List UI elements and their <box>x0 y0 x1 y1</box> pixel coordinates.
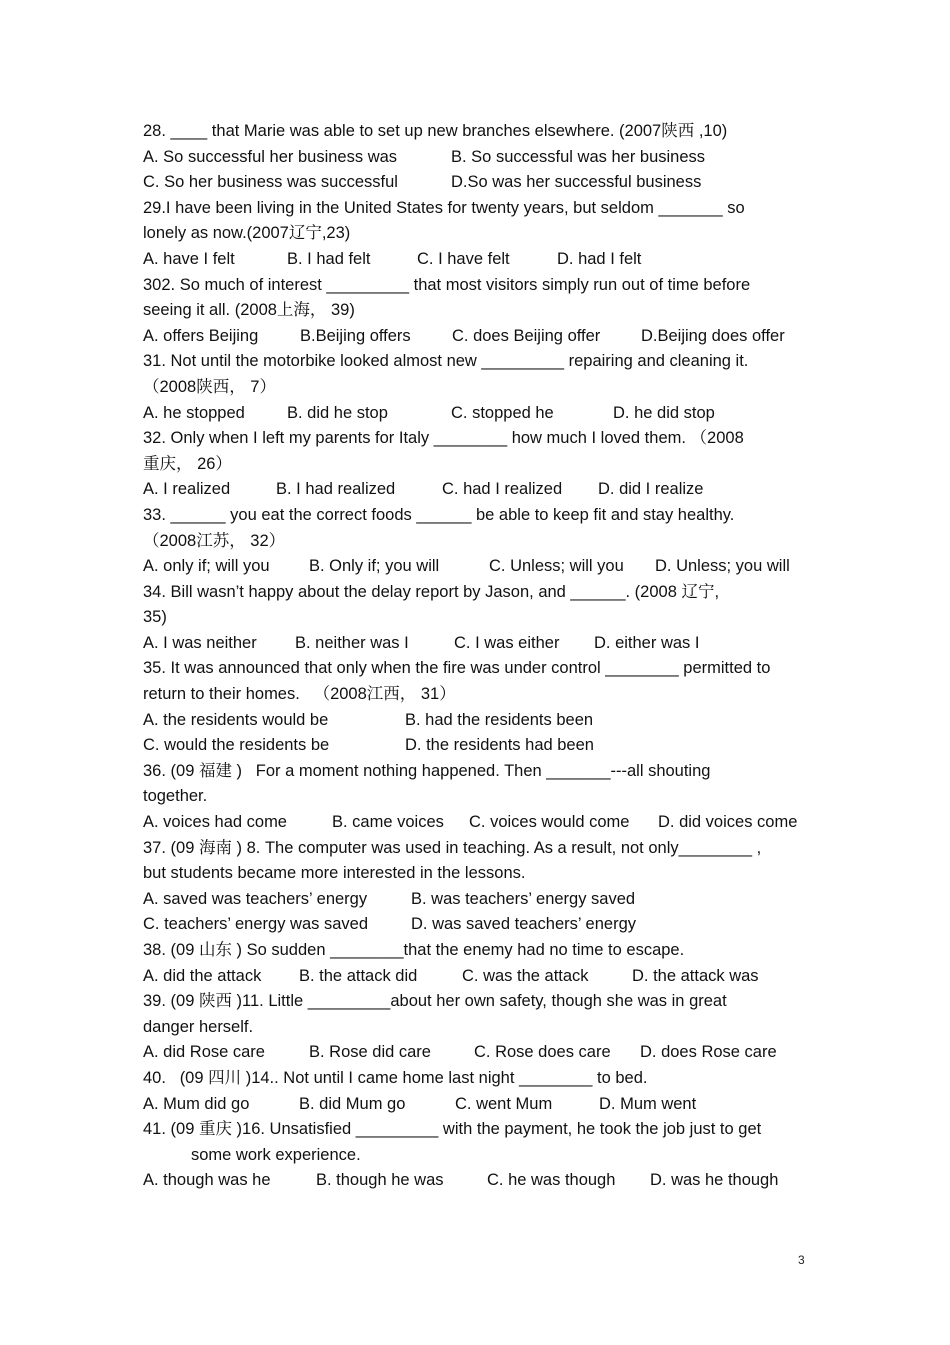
answer-option: B. Only if; you will <box>309 557 440 576</box>
answer-option: B. I had realized <box>276 480 396 499</box>
answer-option: B. neither was I <box>295 633 409 652</box>
answer-option: C. teachers’ energy was saved <box>143 915 368 934</box>
answer-option: A. I realized <box>143 480 231 499</box>
answer-options <box>143 324 833 350</box>
answer-option: C. does Beijing offer <box>452 326 601 345</box>
answer-option: B. was teachers’ energy saved <box>411 889 636 908</box>
answer-option: B.Beijing offers <box>300 326 411 345</box>
question-text: 38. (09 山东 ) So sudden ________that the enemy had no time to escape. <box>143 941 685 959</box>
question-text: return to their homes. （2008江西， 31） <box>143 685 456 704</box>
question-continuation: some work experience. <box>191 1145 361 1164</box>
answer-options <box>143 733 833 759</box>
answer-options <box>143 1040 833 1066</box>
answer-option: D. had I felt <box>557 249 642 268</box>
answer-option: B. had the residents been <box>405 710 594 729</box>
answer-option: A. offers Beijing <box>143 326 259 345</box>
question-text: 33. ______ you eat the correct foods ______ be able to keep fit and stay healthy. <box>143 505 735 524</box>
question-text: （2008江苏， 32） <box>143 531 286 550</box>
answer-options <box>143 631 833 657</box>
answer-option: D. Mum went <box>599 1094 697 1113</box>
question-text: 35) <box>143 608 167 627</box>
answer-option: A. have I felt <box>143 249 235 268</box>
answer-option: D. he did stop <box>613 403 715 422</box>
answer-option: A. Mum did go <box>143 1094 250 1113</box>
question-text: 重庆， 26） <box>143 454 232 473</box>
question-text: 37. (09 海南 ) 8. The computer was used in teaching. As a result, not only________ , <box>143 838 762 857</box>
answer-option: C. stopped he <box>451 403 554 422</box>
answer-option: A. I was neither <box>143 633 257 652</box>
answer-options <box>143 964 833 990</box>
answer-options <box>143 145 833 171</box>
answer-option: D. the attack was <box>632 966 759 985</box>
question-text: （2008陕西， 7） <box>143 377 276 396</box>
answer-option: A. the residents would be <box>143 710 329 729</box>
answer-option: D.Beijing does offer <box>641 326 785 345</box>
answer-options <box>143 1092 833 1118</box>
answer-option: A. So successful her business was <box>143 147 398 166</box>
page-number: 3 <box>798 1253 805 1267</box>
answer-option: D.So was her successful business <box>451 173 702 192</box>
question-text: seeing it all. (2008上海， 39) <box>143 301 355 320</box>
answer-option: B. the attack did <box>299 966 418 985</box>
answer-option: D. Unless; you will <box>655 557 790 576</box>
answer-options <box>143 810 833 836</box>
answer-options <box>143 887 833 913</box>
answer-option: C. Unless; will you <box>489 557 624 576</box>
answer-option: B. I had felt <box>287 249 371 268</box>
question-text: together. <box>143 787 208 806</box>
answer-options <box>143 1168 833 1194</box>
answer-options <box>143 170 833 196</box>
answer-option: C. he was though <box>487 1171 616 1190</box>
question-text: lonely as now.(2007辽宁,23) <box>143 224 351 243</box>
question-text: 36. (09 福建 ) For a moment nothing happened. Then _______---all shouting <box>143 761 711 780</box>
answer-option: B. did Mum go <box>299 1094 406 1113</box>
answer-option: D. did I realize <box>598 480 704 499</box>
answer-options <box>143 247 833 273</box>
answer-option: C. went Mum <box>455 1094 553 1113</box>
answer-option: B. did he stop <box>287 403 388 422</box>
question-text: 32. Only when I left my parents for Italy ________ how much I loved them. （2008 <box>143 429 744 448</box>
answer-option: C. would the residents be <box>143 736 330 755</box>
question-text: 28. ____ that Marie was able to set up new branches elsewhere. (2007陕西 ,10) <box>143 122 728 140</box>
question-text: danger herself. <box>143 1017 254 1036</box>
answer-option: A. did the attack <box>143 966 262 985</box>
answer-option: C. was the attack <box>462 966 589 985</box>
answer-option: A. voices had come <box>143 813 287 832</box>
answer-option: B. came voices <box>332 813 444 832</box>
answer-option: B. So successful was her business <box>451 147 706 166</box>
answer-option: A. saved was teachers’ energy <box>143 889 368 908</box>
answer-option: C. Rose does care <box>474 1043 611 1062</box>
answer-option: A. did Rose care <box>143 1043 265 1062</box>
question-text: 41. (09 重庆 )16. Unsatisfied _________ with the payment, he took the job just to get <box>143 1120 762 1139</box>
question-text: 34. Bill wasn’t happy about the delay report by Jason, and ______. (2008 辽宁, <box>143 582 720 601</box>
answer-option: D. either was I <box>594 633 700 652</box>
answer-option: C. So her business was successful <box>143 173 398 192</box>
answer-options <box>143 477 833 503</box>
answer-options <box>143 708 833 734</box>
exercise-list <box>143 119 833 1194</box>
question-text: 31. Not until the motorbike looked almost new _________ repairing and cleaning it. <box>143 352 749 371</box>
answer-options <box>143 912 833 938</box>
answer-option: B. Rose did care <box>309 1043 431 1062</box>
answer-option: D. did voices come <box>658 813 798 832</box>
question-text: 302. So much of interest _________ that most visitors simply run out of time before <box>143 275 751 294</box>
answer-option: B. though he was <box>316 1171 444 1190</box>
question-text: 40. (09 四川 )14.. Not until I came home last night ________ to bed. <box>143 1068 648 1087</box>
answer-options <box>143 401 833 427</box>
answer-option: A. he stopped <box>143 403 245 422</box>
answer-option: C. I have felt <box>417 249 510 268</box>
question-text: 29.I have been living in the United States for twenty years, but seldom _______ so <box>143 198 745 217</box>
answer-option: C. voices would come <box>469 813 630 832</box>
answer-option: D. the residents had been <box>405 736 594 755</box>
answer-option: D. does Rose care <box>640 1043 777 1062</box>
answer-options <box>143 554 833 580</box>
answer-option: A. though was he <box>143 1171 271 1190</box>
question-text: 39. (09 陕西 )11. Little _________about her own safety, though she was in great <box>143 992 727 1011</box>
answer-option: D. was he though <box>650 1171 779 1190</box>
answer-option: C. I was either <box>454 633 560 652</box>
answer-option: A. only if; will you <box>143 557 270 576</box>
question-text: but students became more interested in the lessons. <box>143 864 526 883</box>
answer-option: D. was saved teachers’ energy <box>411 915 636 934</box>
answer-option: C. had I realized <box>442 480 563 499</box>
question-text: 35. It was announced that only when the fire was under control ________ permitted to <box>143 659 771 678</box>
